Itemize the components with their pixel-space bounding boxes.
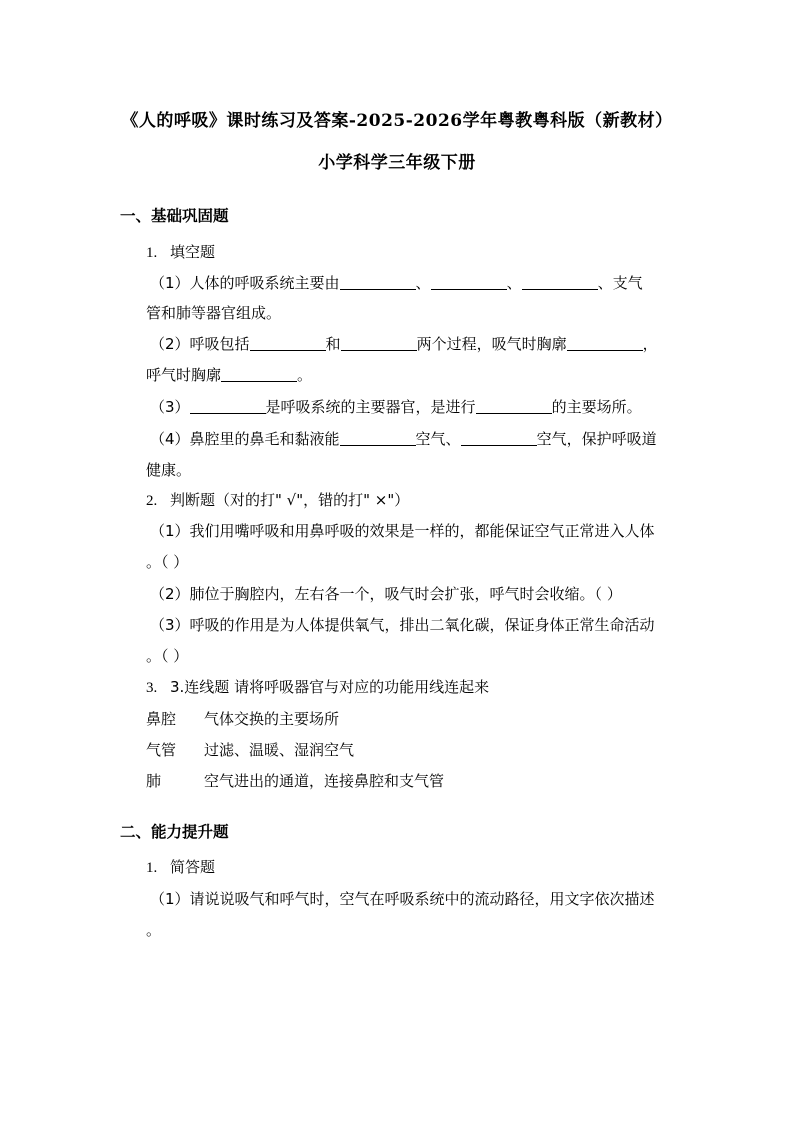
section-1-heading: 一、基础巩固题 (120, 206, 229, 225)
blank-field[interactable] (341, 336, 417, 351)
document-title-line-1: 《人的呼吸》课时练习及答案-2025-2026学年粤教粤科版（新教材） (121, 111, 673, 131)
q1-s4-text-a: （4）鼻腔里的鼻毛和黏液能 (150, 430, 340, 448)
match-organ[interactable]: 肺 (146, 772, 162, 790)
q2-s1-cont: 。（ ） (146, 553, 189, 571)
q2-s2-line: （2）肺位于胸腔内，左右各一个，吸气时会扩张，呼气时会收缩。（ ） (150, 585, 622, 603)
s2-q1-s1-line: （1）请说说吸气和呼气时，空气在呼吸系统中的流动路径，用文字依次描述 (150, 890, 655, 908)
q2-s3-line: （3）呼吸的作用是为人体提供氧气，排出二氧化碳，保证身体正常生命活动 (150, 616, 655, 634)
q1-s1-line (150, 272, 643, 293)
q1-s1-text-b: 、支气 (597, 274, 643, 292)
match-organ[interactable]: 鼻腔 (146, 710, 177, 728)
q1-number: 1. (146, 245, 158, 261)
blank-field[interactable] (476, 399, 552, 414)
q1-header (146, 241, 215, 262)
q1-s2-cont (146, 364, 312, 385)
q1-s3-line (150, 396, 642, 417)
q1-s4-line (150, 428, 657, 449)
blank-field[interactable] (340, 431, 416, 446)
s2-q1-label: 简答题 (170, 858, 216, 876)
match-row (146, 739, 354, 760)
q3-header (146, 676, 489, 697)
document-title-line-2: 小学科学三年级下册 (318, 153, 476, 173)
match-function[interactable]: 空气进出的通道，连接鼻腔和支气管 (204, 772, 445, 790)
match-row (146, 770, 444, 791)
q1-s2-text-f: 。 (297, 366, 313, 384)
q2-header (146, 489, 409, 510)
q3-label: 3.连线题 请将呼吸器官与对应的功能用线连起来 (170, 678, 490, 696)
blank-field[interactable] (461, 431, 537, 446)
blank-field[interactable] (250, 336, 326, 351)
q1-s4-text-b: 空气、 (415, 430, 461, 448)
q1-s1-text-a: （1）人体的呼吸系统主要由 (150, 274, 340, 292)
s2-q1-number: 1. (146, 860, 158, 876)
blank-field[interactable] (190, 399, 266, 414)
q1-s3-text-a: （3） (150, 398, 190, 416)
q1-label: 填空题 (170, 243, 216, 261)
match-function[interactable]: 气体交换的主要场所 (204, 710, 340, 728)
q1-s2-text-e: 呼气时胸廓 (146, 366, 222, 384)
q1-s1-sep-2: 、 (506, 274, 522, 292)
q1-s3-text-b: 是呼吸系统的主要器官，是进行 (265, 398, 476, 416)
blank-field[interactable] (340, 275, 416, 290)
blank-field[interactable] (522, 275, 598, 290)
section-2-heading: 二、能力提升题 (120, 822, 229, 841)
q1-s2-text-a: （2）呼吸包括 (150, 335, 250, 353)
q1-s2-text-c: 两个过程，吸气时胸廓 (416, 335, 567, 353)
s2-q1-header (146, 856, 215, 877)
q1-s2-line (150, 333, 658, 354)
blank-field[interactable] (567, 336, 643, 351)
q1-s2-text-b: 和 (325, 335, 341, 353)
q2-s1-line: （1）我们用嘴呼吸和用鼻呼吸的效果是一样的，都能保证空气正常进入人体 (150, 522, 655, 540)
q1-s2-text-d: ， (642, 335, 658, 353)
q1-s4-cont: 健康。 (146, 461, 192, 479)
q1-s4-text-c: 空气，保护呼吸道 (536, 430, 657, 448)
blank-field[interactable] (431, 275, 507, 290)
q1-s1-cont: 管和肺等器官组成。 (146, 304, 282, 322)
q2-s3-cont: 。（ ） (146, 647, 189, 665)
q1-s3-text-c: 的主要场所。 (551, 398, 642, 416)
blank-field[interactable] (221, 367, 297, 382)
match-organ[interactable]: 气管 (146, 741, 177, 759)
s2-q1-s1-cont: 。 (146, 921, 162, 939)
q3-number: 3. (146, 680, 158, 696)
q1-s1-sep-1: 、 (415, 274, 431, 292)
match-function[interactable]: 过滤、温暖、湿润空气 (204, 741, 355, 759)
q2-label: 判断题（对的打" √"，错的打" ×"） (170, 491, 410, 509)
match-row (146, 708, 339, 729)
q2-number: 2. (146, 493, 158, 509)
